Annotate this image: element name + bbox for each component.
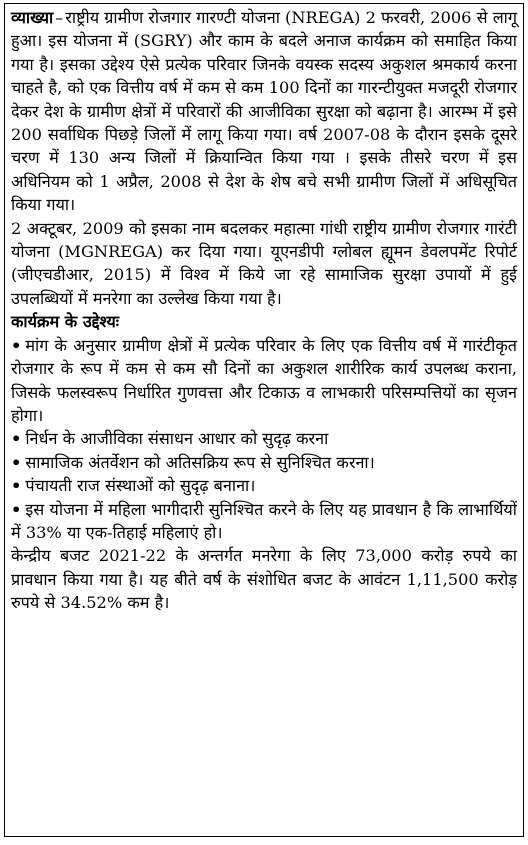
objective-text: निर्धन के आजीविका संसाधन आधार को सुदृढ़ करना bbox=[25, 429, 329, 449]
objective-item-5 bbox=[11, 498, 517, 545]
bullet-icon: • bbox=[11, 335, 22, 355]
explanation-text-1: राष्ट्रीय ग्रामीण रोजगार गारण्टी योजना (NREGA) 2 फरवरी, 2006 से लागू हुआ। इस योजना में (SGRY) और काम के बदले अनाज कार्यक्रम को समाहित किया गया है। इसका उद्देश्य ऐसे प्रत्येक परिवार जिनके वयस्क सदस्य अकुशल श्रमकार्य करना चाहते है, को एक वित्तीय वर्ष में कम से कम 100 दिनों का गारन्टीयुक्त मजदूरी रोजगार देकर देश के ग्रामीण क्षेत्रों में परिवारों की आजीविका सुरक्षा को बढ़ाना है। आरम्भ में इसे 200 सर्वाधिक पिछड़े जिलों में लागू किया गया। वर्ष 2007-08 के दौरान इसके दूसरे चरण में 130 अन्य जिलों में क्रियान्वित किया गया । इसके तीसरे चरण में इस अधिनियम को 1 अप्रैल, 2008 से देश के शेष बचे सभी ग्रामीण जिलों में अधिसूचित किया गया। bbox=[11, 8, 517, 215]
bullet-icon: • bbox=[11, 452, 22, 472]
objective-item-2 bbox=[11, 427, 517, 450]
objective-text: पंचायती राज संस्थाओं को सुदृढ़ बनाना। bbox=[25, 476, 256, 496]
objective-text: मांग के अनुसार ग्रामीण क्षेत्रों में प्रत्येक परिवार के लिए एक वित्तीय वर्ष में गारंटीकृत रोजगार के रूप में कम से कम सौ दिनों का अकुशल शारीरिक कार्य उपलब्ध कराना, जिसके फलस्वरूप निर्धारित गुणवत्ता और टिकाऊ व लाभकारी परिसम्पत्तियों का सृजन होगा। bbox=[11, 335, 517, 425]
explanation-heading: व्याख्या bbox=[11, 8, 54, 27]
objective-item-3 bbox=[11, 451, 517, 474]
objective-item-4 bbox=[11, 474, 517, 497]
document-page bbox=[4, 3, 524, 837]
bullet-icon: • bbox=[11, 499, 22, 519]
objective-item-1 bbox=[11, 334, 517, 428]
objectives-heading: कार्यक्रम के उद्देश्यः bbox=[11, 312, 120, 332]
budget-paragraph: केन्द्रीय बजट 2021-22 के अन्तर्गत मनरेगा के लिए 73,000 करोड़ रुपये का प्रावधान किया गया है। यह बीते वर्ष के संशोधित बजट के आवंटन 1,11,500 करोड़ रुपये से 34.52% कम है। bbox=[11, 546, 517, 613]
explanation-paragraph-1 bbox=[11, 6, 517, 217]
objective-text: इस योजना में महिला भागीदारी सुनिश्चित करने के लिए यह प्रावधान है कि लाभार्थियों में 33% या एक-तिहाई महिलाएं हो। bbox=[11, 499, 517, 542]
explanation-paragraph-2: 2 अक्टूबर, 2009 को इसका नाम बदलकर महात्मा गांधी राष्ट्रीय ग्रामीण रोजगार गारंटी योजना (MGNREGA) कर दिया गया। यूएनडीपी ग्लोबल ह्यूमन डेवलपमेंट रिपोर्ट (जीएचडीआर, 2015) में विश्व में किये जा रहे सामाजिक सुरक्षा उपायों में हुई उपलब्धियों में मनरेगा का उल्लेख किया गया है। bbox=[11, 218, 517, 308]
heading-dash: – bbox=[55, 8, 64, 27]
objective-text: सामाजिक अंतर्वेशन को अतिसक्रिय रूप से सुनिश्चित करना। bbox=[25, 452, 375, 472]
bullet-icon: • bbox=[11, 476, 22, 496]
bullet-icon: • bbox=[11, 429, 22, 449]
